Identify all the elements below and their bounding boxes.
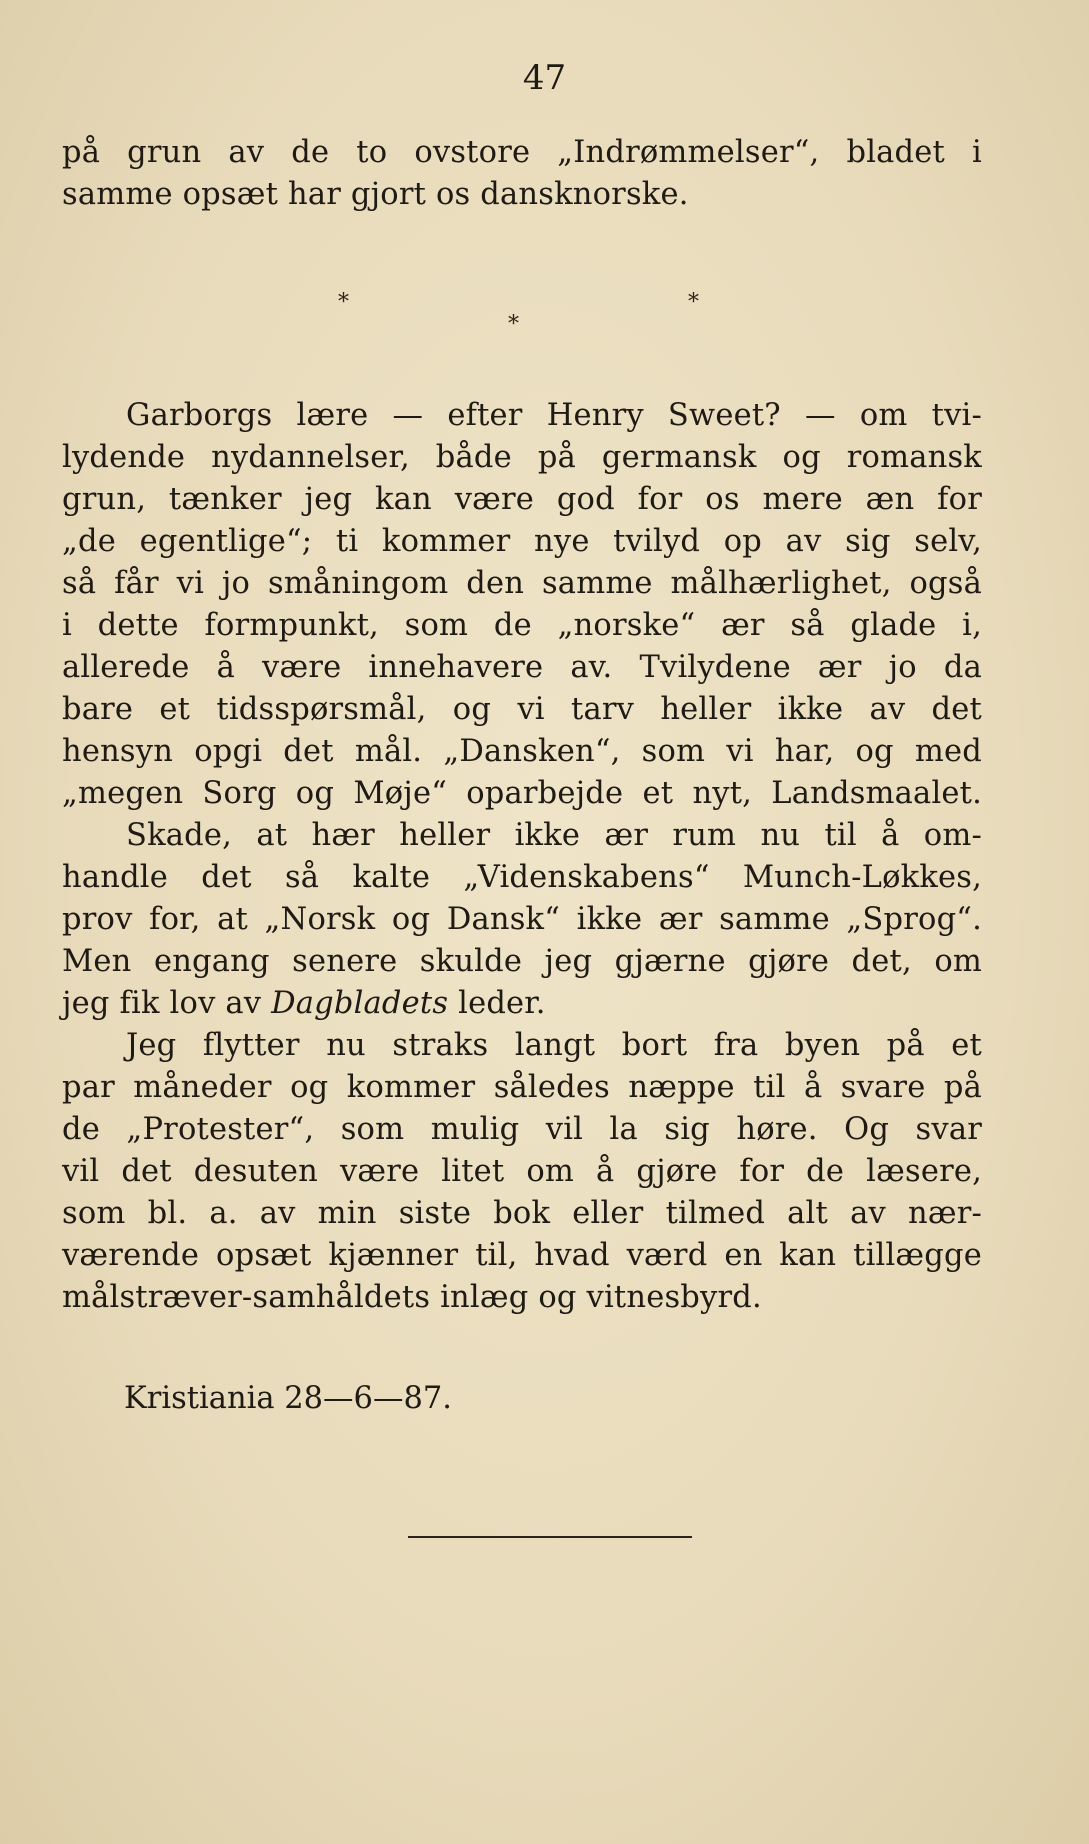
text-line [62, 983, 982, 1025]
text-line: lydende nydannelser, både på germansk og romansk [62, 440, 982, 475]
text-line: Garborgs lære — efter Henry Sweet? — om tvi- [126, 398, 982, 433]
text-line: handle det så kalte „Videnskabens“ Munch-Løkkes, [62, 860, 982, 895]
text-line: bare et tidsspørsmål, og vi tarv heller ikke av det [62, 692, 982, 727]
text-line: Men engang senere skulde jeg gjærne gjøre det, om [62, 944, 982, 979]
text-line: par måneder og kommer således næppe til å svare på [62, 1070, 982, 1105]
text-line: „megen Sorg og Møje“ oparbejde et nyt, Landsmaalet. [62, 776, 982, 811]
text-line: samme opsæt har gjort os dansknorske. [62, 177, 689, 212]
text-line: Jeg flytter nu straks langt bort fra byen på et [126, 1028, 982, 1063]
text-line: i dette formpunkt, som de „norske“ ær så glade i, [62, 608, 982, 643]
signoff-place-date: Kristiania 28—6—87. [124, 1381, 452, 1416]
section-break [0, 292, 1089, 342]
text-line: „de egentlige“; ti kommer nye tvilyd op av sig selv, [62, 524, 982, 559]
text-line: Skade, at hær heller ikke ær rum nu til å om- [126, 818, 982, 853]
text-segment: jeg fik lov av [62, 986, 272, 1021]
text-line: hensyn opgi det mål. „Dansken“, som vi har, og med [62, 734, 982, 769]
asterisk: * [688, 290, 699, 315]
text-line: så får vi jo småningom den samme målhærlighet, også [62, 566, 982, 601]
asterisk: * [338, 290, 349, 315]
text-line: prov for, at „Norsk og Dansk“ ikke ær samme „Sprog“. [62, 902, 982, 937]
text-line: vil det desuten være litet om å gjøre for de læsere, [62, 1154, 982, 1189]
asterisk: * [508, 312, 519, 337]
text-line: grun, tænker jeg kan være god for os mere æn for [62, 482, 982, 517]
text-line: allerede å være innehavere av. Tvilydene ær jo da [62, 650, 982, 685]
text-line: de „Protester“, som mulig vil la sig høre. Og svar [62, 1112, 982, 1147]
text-line: værende opsæt kjænner til, hvad værd en kan tillægge [62, 1238, 982, 1273]
text-line: målstræver-samhåldets inlæg og vitnesbyrd. [62, 1280, 762, 1315]
text-line: som bl. a. av min siste bok eller tilmed alt av nær- [62, 1196, 982, 1231]
text-line: på grun av de to ovstore „Indrømmelser“, bladet i [62, 135, 982, 170]
text-segment: leder. [448, 986, 546, 1021]
newspaper-title: Dagbladets [271, 986, 449, 1021]
divider-rule [408, 1536, 692, 1538]
page-number: 47 [522, 58, 567, 98]
